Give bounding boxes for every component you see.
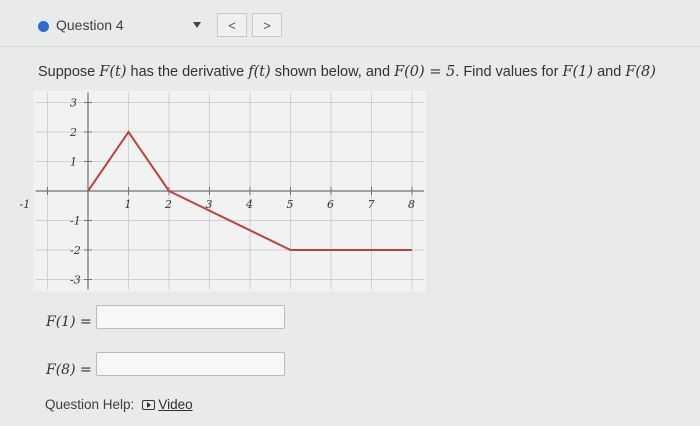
video-link-label: Video	[158, 397, 193, 412]
F1-label: F(1) =	[46, 314, 92, 330]
question-title: Question 4	[56, 17, 124, 33]
y-tick-label: 2	[70, 126, 77, 139]
F8-answer-input[interactable]	[96, 352, 285, 376]
x-tick-label: -1	[19, 198, 31, 211]
y-tick-label: -2	[70, 244, 81, 257]
next-question-button[interactable]: >	[252, 13, 282, 37]
video-help-link[interactable]	[142, 397, 192, 412]
question-text-part: has the derivative	[126, 64, 249, 80]
math-F1: F(1)	[562, 64, 594, 80]
math-F-t: F(t)	[99, 64, 127, 80]
x-tick-label: 2	[165, 198, 172, 211]
question-text-part: and	[593, 64, 626, 80]
F8-label: F(8) =	[46, 362, 92, 378]
x-tick-label: 4	[246, 198, 253, 211]
F1-answer-input[interactable]	[96, 305, 285, 329]
x-tick-label: 8	[408, 198, 415, 211]
y-tick-label: 3	[70, 96, 77, 110]
math-f-t: f(t)	[248, 64, 271, 80]
question-text-part: Suppose	[38, 64, 100, 80]
math-F8: F(8)	[625, 64, 656, 80]
x-tick-label: 5	[286, 198, 294, 211]
y-tick-label: -1	[70, 214, 81, 228]
x-tick-label: 6	[327, 198, 334, 211]
video-icon	[142, 400, 155, 410]
math-F0: F(0) = 5	[394, 64, 456, 80]
question-text-part: . Find values for	[455, 64, 563, 80]
question-text-part: shown below, and	[270, 64, 395, 80]
x-tick-label: 7	[367, 198, 375, 211]
x-tick-label: 3	[205, 198, 213, 211]
prev-question-button[interactable]: <	[217, 13, 247, 37]
y-tick-label: -3	[70, 273, 81, 287]
question-help-label: Question Help:	[45, 397, 135, 412]
x-tick-label: 1	[124, 198, 132, 211]
question-help	[45, 397, 193, 412]
y-tick-label: 1	[70, 155, 77, 169]
